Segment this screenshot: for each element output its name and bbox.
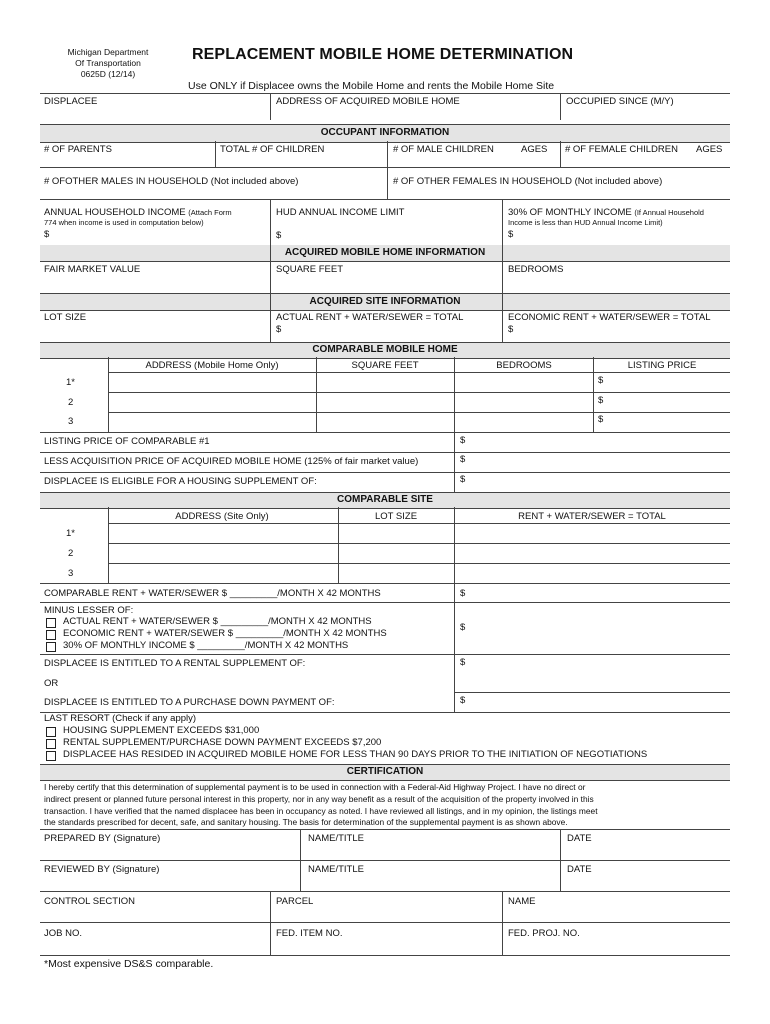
col-rent: RENT + WATER/SEWER = TOTAL [518, 511, 666, 522]
less-acquisition-label: LESS ACQUISITION PRICE OF ACQUIRED MOBILE HOME (125% of fair market value) [44, 456, 419, 467]
divider [454, 357, 455, 432]
actual-rent-label: ACTUAL RENT + WATER/SEWER = TOTAL [276, 312, 464, 323]
female-children-label: # OF FEMALE CHILDREN [565, 144, 678, 155]
col-address: ADDRESS (Site Only) [175, 511, 269, 522]
dollar-sign: $ [460, 474, 466, 485]
divider [502, 293, 503, 309]
divider [502, 309, 503, 342]
other-females-label: # OF OTHER FEMALES IN HOUSEHOLD (Not included above) [393, 176, 663, 187]
col-lot: LOT SIZE [374, 511, 418, 522]
monthly-income-note: Income is less than HUD Annual Income Limit) [508, 218, 663, 227]
date-label: DATE [567, 833, 592, 844]
col-price: LISTING PRICE [627, 360, 697, 371]
divider [270, 199, 271, 245]
divider [560, 141, 561, 167]
monthly-income-checkbox[interactable] [46, 642, 56, 652]
divider [40, 583, 730, 584]
divider [270, 93, 271, 120]
form-subtitle: Use ONLY if Displacee owns the Mobile Home and rents the Mobile Home Site [188, 80, 555, 92]
divider [270, 891, 271, 955]
dollar-sign: $ [598, 375, 604, 386]
purchase-down-label: DISPLACEE IS ENTITLED TO A PURCHASE DOWN PAYMENT OF: [44, 697, 335, 708]
name-title-label: NAME/TITLE [308, 833, 364, 844]
minus-lesser-label: MINUS LESSER OF: [44, 605, 134, 616]
economic-rent-option: ECONOMIC RENT + WATER/SEWER $ _________/MONTH X 42 MONTHS [63, 628, 387, 639]
fmv-label: FAIR MARKET VALUE [44, 264, 141, 275]
dollar-sign: $ [276, 324, 282, 335]
dollar-sign: $ [276, 230, 282, 241]
rental-supplement-checkbox[interactable] [46, 739, 56, 749]
divider [40, 829, 730, 830]
divider [593, 357, 594, 432]
date-label: DATE [567, 864, 592, 875]
divider [108, 372, 730, 373]
cert-text: transaction. I have verified that the named displacee has been in occupancy as noted. I have reviewed all listings, and in my opinion, the listings meet [44, 806, 598, 816]
male-children-label: # OF MALE CHILDREN [393, 144, 494, 155]
row-number: 1* [66, 528, 75, 539]
annual-income-note: 774 when income is used in computation below) [44, 218, 204, 227]
dollar-sign: $ [460, 657, 466, 668]
hud-limit-label: HUD ANNUAL INCOME LIMIT [276, 207, 405, 218]
divider [454, 692, 730, 693]
dollar-sign: $ [508, 229, 514, 240]
reviewed-by-label: REVIEWED BY (Signature) [44, 864, 160, 875]
row-number: 2 [68, 397, 74, 408]
fed-proj-label: FED. PROJ. NO. [508, 928, 580, 939]
economic-rent-checkbox[interactable] [46, 630, 56, 640]
cert-text: the standards prescribed for decent, safe, and sanitary housing. The basis for determination of the supplemental payment is as shown above. [44, 817, 568, 827]
divider [502, 891, 503, 955]
sqft-label: SQUARE FEET [276, 264, 344, 275]
prepared-by-label: PREPARED BY (Signature) [44, 833, 161, 844]
housing-supplement-checkbox[interactable] [46, 727, 56, 737]
cert-text: indirect present or planned future personal interest in this property, nor in any way benefit as a result of the acquisition of the property involved in this [44, 794, 594, 804]
row-number: 1* [66, 377, 75, 388]
monthly-income-label: 30% OF MONTHLY INCOME (If Annual Household [508, 207, 704, 218]
divider [387, 141, 388, 199]
divider [40, 167, 730, 168]
divider [40, 860, 730, 861]
certification-heading: CERTIFICATION [346, 766, 424, 777]
divider [40, 432, 730, 433]
divider [40, 452, 730, 453]
divider [40, 602, 730, 603]
divider [215, 141, 216, 167]
divider [40, 472, 730, 473]
dollar-sign: $ [44, 229, 50, 240]
ages-label: AGES [696, 144, 723, 155]
divider [40, 654, 730, 655]
dollar-sign: $ [460, 695, 466, 706]
divider [502, 245, 503, 261]
divider [108, 563, 730, 564]
col-bedrooms: BEDROOMS [496, 360, 552, 371]
rental-supplement-option: RENTAL SUPPLEMENT/PURCHASE DOWN PAYMENT EXCEEDS $7,200 [63, 737, 382, 748]
form-number: 0625D (12/14) [80, 69, 136, 79]
name-label: NAME [508, 896, 536, 907]
divider [108, 543, 730, 544]
row-number: 3 [68, 568, 74, 579]
last-resort-label: LAST RESORT (Check if any apply) [44, 713, 197, 724]
divider [560, 93, 561, 120]
divider [108, 523, 730, 524]
dollar-sign: $ [598, 395, 604, 406]
ages-label: AGES [521, 144, 548, 155]
name-title-label: NAME/TITLE [308, 864, 364, 875]
listing-price-1-label: LISTING PRICE OF COMPARABLE #1 [44, 436, 210, 447]
rental-supplement-label: DISPLACEE IS ENTITLED TO A RENTAL SUPPLEMENT OF: [44, 658, 306, 669]
fed-item-label: FED. ITEM NO. [276, 928, 343, 939]
lot-size-label: LOT SIZE [44, 312, 87, 323]
cert-text: I hereby certify that this determination of supplemental payment is to be used in connection with a Federal-Aid Highway Project. I have no direct or [44, 782, 586, 792]
divider [270, 293, 271, 309]
divider [108, 412, 730, 413]
divider [40, 93, 730, 94]
control-section-label: CONTROL SECTION [44, 896, 135, 907]
divider [108, 357, 109, 432]
col-address: ADDRESS (Mobile Home Only) [145, 360, 279, 371]
divider [502, 261, 503, 293]
monthly-income-option: 30% OF MONTHLY INCOME $ _________/MONTH X 42 MONTHS [63, 640, 349, 651]
comparable-home-heading: COMPARABLE MOBILE HOME [312, 344, 458, 355]
acquired-home-heading: ACQUIRED MOBILE HOME INFORMATION [284, 247, 486, 258]
divider [40, 955, 730, 956]
displacee-label: DISPLACEE [44, 96, 98, 107]
divider [270, 309, 271, 342]
dollar-sign: $ [460, 622, 466, 633]
comparable-rent-label: COMPARABLE RENT + WATER/SEWER $ _________/MONTH X 42 MONTHS [44, 588, 381, 599]
row-number: 2 [68, 548, 74, 559]
dollar-sign: $ [460, 435, 466, 446]
divider [338, 507, 339, 583]
dollar-sign: $ [508, 324, 514, 335]
or-label: OR [44, 678, 59, 689]
parcel-label: PARCEL [276, 896, 314, 907]
agency-name: Michigan Department [67, 47, 149, 57]
divider [40, 891, 730, 892]
agency-name-line2: Of Transportation [75, 58, 141, 68]
divider [270, 245, 271, 261]
bedrooms-label: BEDROOMS [508, 264, 564, 275]
job-no-label: JOB NO. [44, 928, 83, 939]
resided-less-option: DISPLACEE HAS RESIDED IN ACQUIRED MOBILE HOME FOR LESS THAN 90 DAYS PRIOR TO THE INITIATION OF NEGOTIATIONS [63, 749, 648, 760]
divider [108, 392, 730, 393]
total-children-label: TOTAL # OF CHILDREN [220, 144, 325, 155]
parents-label: # OF PARENTS [44, 144, 112, 155]
dollar-sign: $ [460, 588, 466, 599]
occupant-heading: OCCUPANT INFORMATION [320, 127, 450, 138]
other-males-label: # OFOTHER MALES IN HOUSEHOLD (Not included above) [44, 176, 299, 187]
actual-rent-option: ACTUAL RENT + WATER/SEWER $ _________/MONTH X 42 MONTHS [63, 616, 372, 627]
divider [40, 922, 730, 923]
divider [270, 261, 271, 293]
housing-supplement-option: HOUSING SUPPLEMENT EXCEEDS $31,000 [63, 725, 260, 736]
economic-rent-label: ECONOMIC RENT + WATER/SEWER = TOTAL [508, 312, 711, 323]
col-sqft: SQUARE FEET [351, 360, 419, 371]
acquired-site-heading: ACQUIRED SITE INFORMATION [309, 296, 461, 307]
form-title: REPLACEMENT MOBILE HOME DETERMINATION [192, 46, 574, 63]
occupied-since-label: OCCUPIED SINCE (M/Y) [566, 96, 674, 107]
actual-rent-checkbox[interactable] [46, 618, 56, 628]
divider [502, 199, 503, 245]
divider [40, 199, 730, 200]
divider [108, 507, 109, 583]
divider [454, 432, 455, 492]
row-number: 3 [68, 416, 74, 427]
comparable-site-heading: COMPARABLE SITE [337, 494, 433, 505]
annual-income-label: ANNUAL HOUSEHOLD INCOME (Attach Form [44, 207, 232, 218]
eligible-label: DISPLACEE IS ELIGIBLE FOR A HOUSING SUPPLEMENT OF: [44, 476, 317, 487]
dollar-sign: $ [598, 414, 604, 425]
resided-less-checkbox[interactable] [46, 751, 56, 761]
address-label: ADDRESS OF ACQUIRED MOBILE HOME [276, 96, 460, 107]
dollar-sign: $ [460, 454, 466, 465]
divider [454, 507, 455, 583]
footnote: *Most expensive DS&S comparable. [44, 958, 214, 970]
divider [316, 357, 317, 432]
